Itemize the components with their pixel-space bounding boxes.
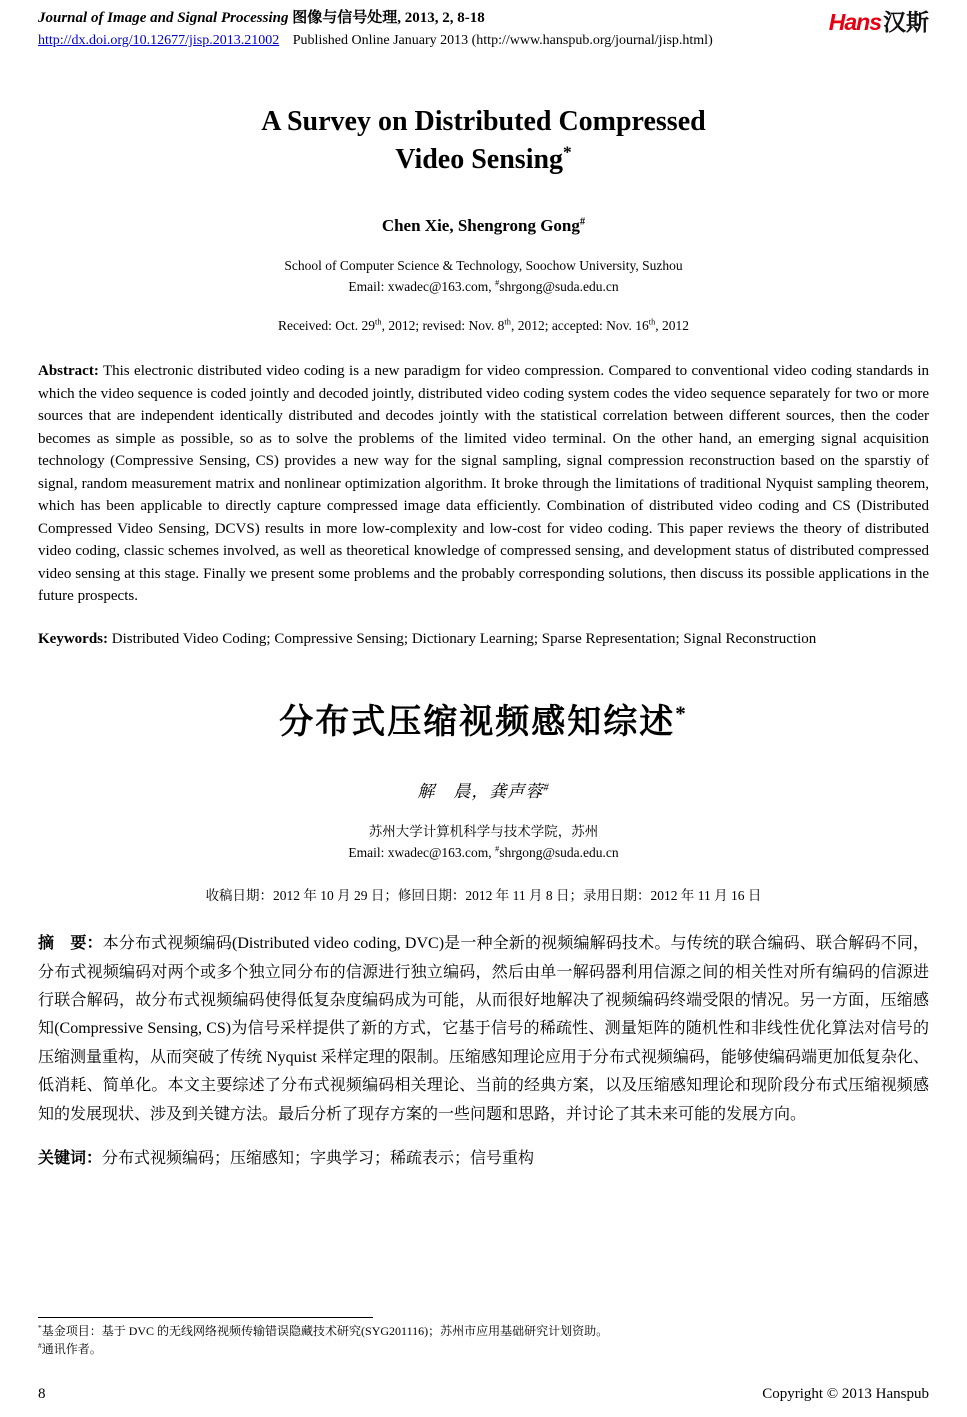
affiliation-block [38, 256, 929, 298]
author-corresponding-marker-zh: # [543, 782, 550, 794]
abstract-paragraph-zh [38, 930, 929, 1129]
authors-line [38, 216, 929, 236]
journal-title-en: Journal of Image and Signal Processing [38, 10, 289, 26]
received-sup: th [375, 317, 382, 327]
abstract-label-zh: 摘 要： [38, 935, 103, 953]
dates-line-zh: 收稿日期：2012 年 10 月 29 日；修回日期：2012 年 11 月 8 日；录用日期：2012 年 11 月 16 日 [205, 888, 762, 904]
keywords-label-zh: 关键词： [38, 1150, 103, 1168]
paper-title-zh [38, 694, 929, 743]
footnote-fund-text: 基金项目：基于 DVC 的无线网络视频传输错误隐藏技术研究(SYG201116)；苏州市应用基础研究计划资助。 [41, 1323, 609, 1338]
published-note: Published Online January 2013 (http://www.hanspub.org/journal/jisp.html) [292, 32, 713, 48]
email-line-zh [38, 843, 929, 864]
footnote-corresponding-marker: # [38, 1341, 42, 1351]
hanspub-logo [829, 10, 929, 35]
affiliation-line: School of Computer Science & Technology, Soochow University, Suzhou [284, 258, 683, 274]
email-prefix-zh: Email: xwadec@163.com, [348, 845, 496, 861]
received-sup: th [504, 317, 511, 327]
paper-title-zh-text: 分布式压缩视频感知综述 [279, 704, 676, 742]
paper-title-zh-footnote-marker: * [675, 701, 688, 726]
keywords-paragraph-zh [38, 1145, 929, 1172]
journal-title-line [38, 8, 713, 30]
abstract-paragraph [38, 360, 929, 608]
authors-line-zh [38, 777, 929, 802]
footnote-corresponding [38, 1340, 929, 1359]
footnote-corresponding-text: 通讯作者。 [41, 1342, 102, 1357]
author-names: Chen Xie, Shengrong Gong [381, 216, 580, 236]
keywords-label: Keywords: [38, 630, 108, 647]
doi-link[interactable]: http://dx.doi.org/10.12677/jisp.2013.21002 [38, 32, 280, 48]
email-suffix: shrgong@suda.edu.cn [499, 279, 619, 295]
logo-latin-text: Hans [828, 9, 881, 35]
footnote-fund-marker: * [38, 1322, 42, 1332]
copyright-notice: Copyright © 2013 Hanspub [762, 1386, 929, 1402]
keywords-text: Distributed Video Coding; Compressive Sensing; Dictionary Learning; Sparse Representation; Signal Reconstruction [111, 630, 817, 647]
keywords-paragraph [38, 628, 929, 651]
affiliation-block-zh [38, 822, 929, 864]
affiliation-line-zh: 苏州大学计算机科学与技术学院，苏州 [368, 824, 599, 840]
email-suffix-zh: shrgong@suda.edu.cn [499, 845, 619, 861]
footnote-fund [38, 1322, 929, 1341]
received-line [38, 318, 929, 334]
author-corresponding-marker: # [579, 216, 586, 228]
abstract-text: This electronic distributed video coding is a new paradigm for video compression. Compared to conventional video coding standards in which the video sequence is coded jointly and decoded jointly, distributed video coding system codes the video sequence separately for two or more sources that are independent identically distributed and decodes jointly with the statistical correlation between different sources, then the coder becomes as simple as possible, so as to solve the problems of the limited video terminal. On the other hand, an emerging signal acquisition technology (Compressive Sensing, CS) provides a new way for the signal sampling, signal compression reconstruction based on the sparstiy of signal, random measurement matrix and nonlinear optimization algorithm. It broke through the limitations of traditional Nyquist sampling theorem, which has been applicable to directly capture compressed image data efficiently. Combination of distributed video coding and CS (Distributed Compressed Video Sensing, DCVS) results in more low-complexity and low-cost for video coding. This paper reviews the theory of distributed video coding, classic schemes involved, as well as theoretical knowledge of compressed sensing, and development status of distributed compressed video sensing at this stage. Finally we present some problems and the probably corresponding solutions, then discuss its possible applications in the future prospects. [38, 363, 930, 605]
doi-line [38, 30, 713, 51]
received-text: , 2012 [655, 318, 690, 334]
received-text: Received: Oct. 29 [277, 318, 376, 334]
email-marker-zh: # [495, 844, 500, 854]
received-sup: th [648, 317, 656, 327]
keywords-text-zh: 分布式视频编码；压缩感知；字典学习；稀疏表示；信号重构 [102, 1150, 535, 1168]
footnotes-block [38, 1317, 929, 1359]
paper-title [38, 103, 929, 179]
logo-cjk-text: 汉斯 [883, 9, 929, 35]
journal-header [38, 8, 929, 51]
paper-title-line2: Video Sensing [395, 143, 564, 175]
email-prefix: Email: xwadec@163.com, [348, 279, 496, 295]
email-line [38, 277, 929, 298]
abstract-label: Abstract: [38, 363, 99, 380]
paper-title-line1: A Survey on Distributed Compressed [261, 105, 706, 137]
abstract-text-zh: 本分布式视频编码(Distributed video coding, DVC)是一种全新的视频编解码技术。与传统的联合编码、联合解码不同，分布式视频编码对两个或多个独立同分布的信源进行独立编码，然后由单一解码器利用信源之间的相关性对所有编码的信源进行联合解码，故分布式视频编码使得低复杂度编码成为可能，从而很好地解决了视频编码终端受限的情况。另一方面，压缩感知(Compressive Sensing, CS)为信号采样提供了新的方式，它基于信号的稀疏性、测量矩阵的随机性和非线性优化算法对信号的压缩测量重构，从而突破了传统 Nyquist 采样定理的限制。压缩感知理论应用于分布式视频编码，能够使编码端更加低复杂化、低消耗、简单化。本文主要综述了分布式视频编码相关理论、当前的经典方案，以及压缩感知理论和现阶段分布式压缩视频感知的发展现状、涉及到关键方法。最后分析了现存方案的一些问题和思路，并讨论了其未来可能的发展方向。 [38, 935, 929, 1123]
journal-title-zh: 图像与信号处理, 2013, 2, 8-18 [292, 10, 485, 26]
page-number: 8 [38, 1386, 46, 1402]
email-marker: # [495, 278, 500, 288]
received-text: , 2012; revised: Nov. 8 [381, 318, 505, 334]
received-text: , 2012; accepted: Nov. 16 [510, 318, 649, 334]
page-footer [38, 1386, 929, 1403]
paper-title-footnote-marker: * [563, 142, 572, 162]
footnote-divider [38, 1317, 373, 1318]
journal-header-left [38, 8, 713, 51]
author-names-zh: 解 晨，龚声蓉 [417, 782, 544, 802]
